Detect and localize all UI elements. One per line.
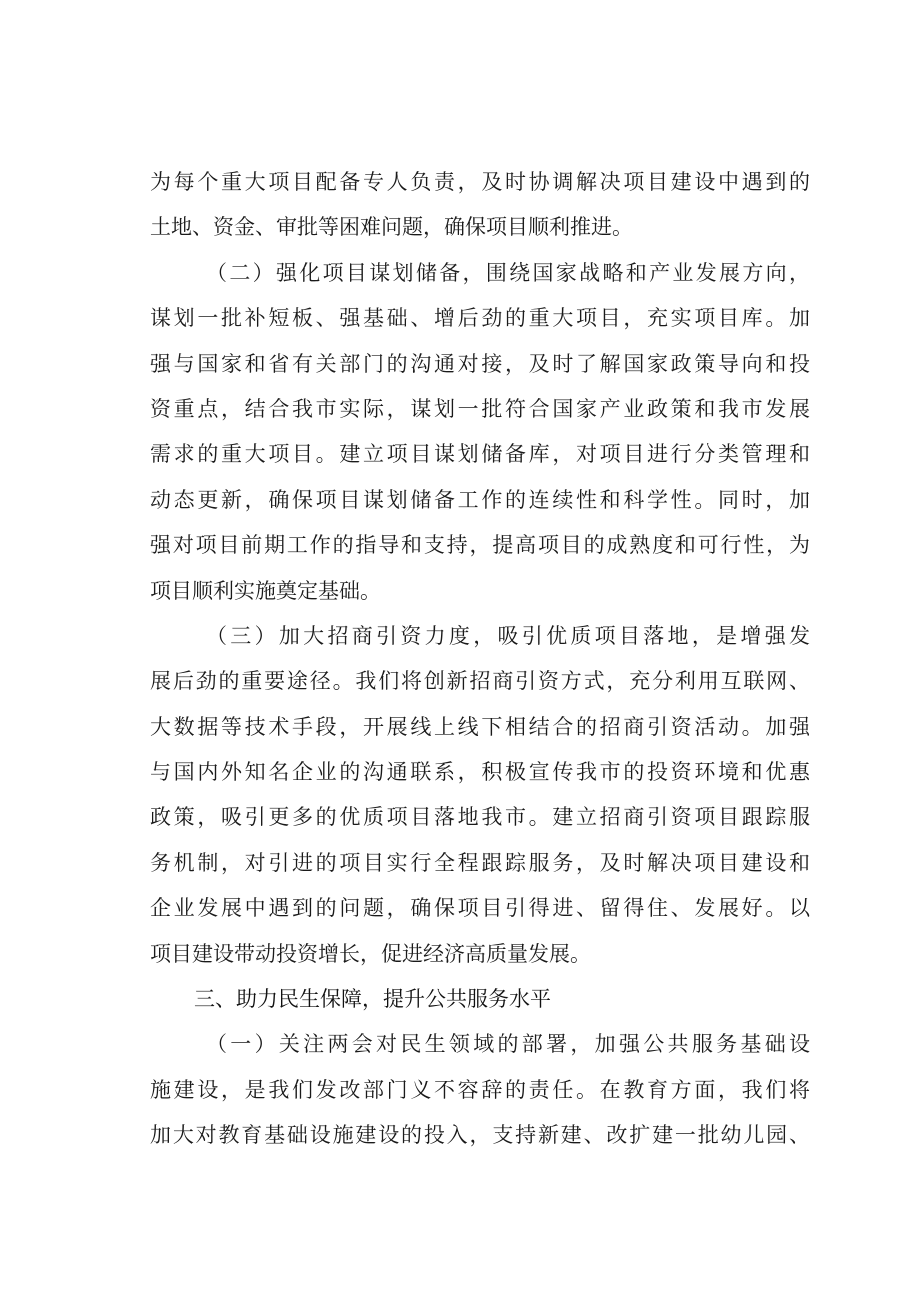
text-line: 强与国家和省有关部门的沟通对接，及时了解国家政策导向和投: [150, 351, 810, 376]
text-line: （三）加大招商引资力度，吸引优质项目落地，是增强发: [206, 623, 810, 648]
text-line: 项目顺利实施奠定基础。: [150, 578, 381, 603]
text-line: 谋划一批补短板、强基础、增后劲的重大项目，充实项目库。加: [150, 306, 810, 331]
text-line: 需求的重大项目。建立项目谋划储备库，对项目进行分类管理和: [150, 442, 810, 467]
document-body: [150, 160, 810, 1159]
text-line: （二）强化项目谋划储备，围绕国家战略和产业发展方向，: [206, 260, 810, 285]
text-line: 项目建设带动投资增长，促进经济高质量发展。: [150, 941, 591, 966]
text-line: 为每个重大项目配备专人负责，及时协调解决项目建设中遇到的: [150, 170, 810, 194]
text-line: 土地、资金、审批等困难问题，确保项目顺利推进。: [150, 215, 633, 240]
paragraph-2: [150, 251, 810, 614]
section-heading: [150, 977, 810, 1022]
text-line: 资重点，结合我市实际，谋划一批符合国家产业政策和我市发展: [150, 396, 810, 421]
paragraph-4: [150, 1022, 810, 1158]
section-heading-text: 三、助力民生保障，提升公共服务水平: [194, 987, 551, 1012]
text-line: 加大对教育基础设施建设的投入，支持新建、改扩建一批幼儿园、: [150, 1123, 810, 1148]
paragraph-3: [150, 614, 810, 977]
text-line: 政策，吸引更多的优质项目落地我市。建立招商引资项目跟踪服: [150, 805, 810, 830]
text-line: 企业发展中遇到的问题，确保项目引得进、留得住、发展好。以: [150, 896, 810, 921]
text-line: 施建设，是我们发改部门义不容辞的责任。在教育方面，我们将: [150, 1077, 810, 1102]
text-line: 务机制，对引进的项目实行全程跟踪服务，及时解决项目建设和: [150, 850, 810, 875]
text-line: （一）关注两会对民生领域的部署，加强公共服务基础设: [206, 1032, 810, 1057]
text-line: 大数据等技术手段，开展线上线下相结合的招商引资活动。加强: [150, 714, 810, 739]
text-line: 与国内外知名企业的沟通联系，积极宣传我市的投资环境和优惠: [150, 760, 810, 785]
text-line: 强对项目前期工作的指导和支持，提高项目的成熟度和可行性，为: [150, 533, 810, 558]
paragraph-1: [150, 160, 810, 251]
text-line: 展后劲的重要途径。我们将创新招商引资方式，充分利用互联网、: [150, 669, 810, 694]
text-line: 动态更新，确保项目谋划储备工作的连续性和科学性。同时，加: [150, 487, 810, 512]
